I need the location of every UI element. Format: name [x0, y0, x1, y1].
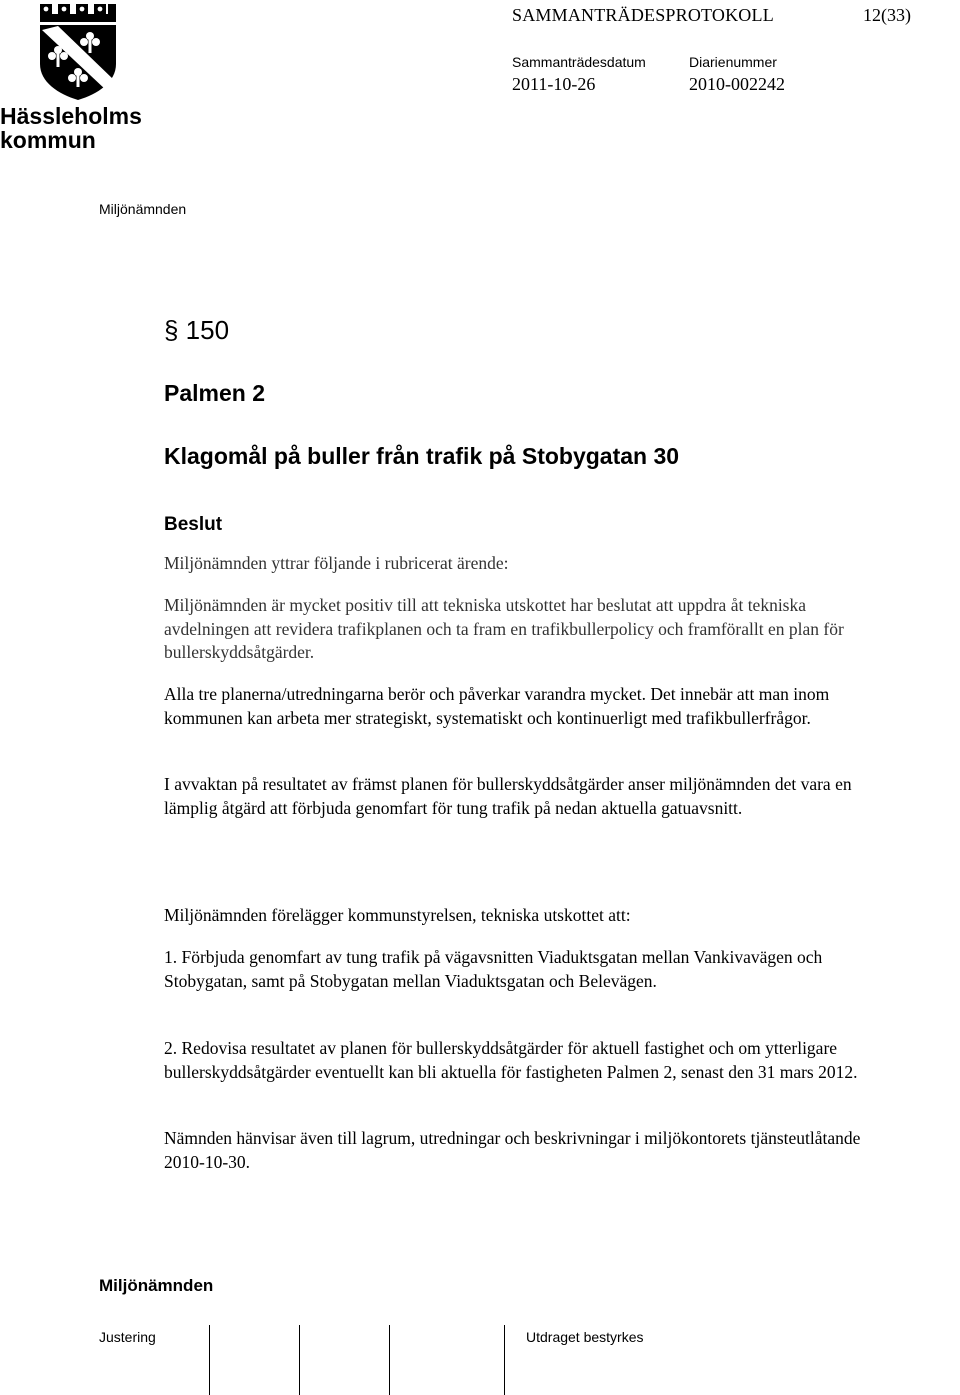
- committee-name: Miljönämnden: [99, 201, 187, 217]
- section-subtitle: Klagomål på buller från trafik på Stobygatan 30: [164, 443, 680, 469]
- page-number: 12(33): [863, 5, 911, 25]
- paragraph-positive: Miljönämnden är mycket positiv till att tekniska utskottet har beslutat att uppdra åt tekniska avdelningen att revidera trafikplanen och ta fram en trafikbullerpolicy och framförallt en plan för bullerskyddsåtgärder.: [164, 595, 844, 662]
- paragraph-intro: Miljönämnden yttrar följande i rubricerat ärende:: [164, 553, 509, 573]
- section-title: Palmen 2: [164, 380, 265, 406]
- meeting-date: 2011-10-26: [512, 74, 596, 94]
- signature-divider: [504, 1325, 505, 1395]
- signature-divider: [209, 1325, 210, 1395]
- list-item-1: 1. Förbjuda genomfart av tung trafik på vägavsnitten Viaduktsgatan mellan Vankivavägen och Stobygatan, samt på Stobygatan mellan Viaduktsgatan och Belevägen.: [164, 947, 823, 991]
- footer-committee: Miljönämnden: [99, 1276, 214, 1295]
- logo-text-line2: kommun: [0, 127, 96, 153]
- justering-label: Justering: [99, 1329, 156, 1345]
- utdrag-label: Utdraget bestyrkes: [526, 1329, 644, 1345]
- diary-number: 2010-002242: [689, 74, 785, 94]
- logo-text: [0, 104, 142, 152]
- paragraph-order: Miljönämnden förelägger kommunstyrelsen, tekniska utskottet att:: [164, 905, 631, 925]
- diary-number-label: Diarienummer: [689, 54, 777, 70]
- logo-text-line1: Hässleholms: [0, 103, 142, 129]
- signature-divider: [389, 1325, 390, 1395]
- section-number: § 150: [164, 315, 230, 345]
- municipality-coat-of-arms-icon: [28, 0, 128, 100]
- list-item-2: 2. Redovisa resultatet av planen för bullerskyddsåtgärder för aktuell fastighet och om ytterligare bullerskyddsåtgärder eventuellt kan bli aktuella för fastigheten Palmen 2, senast den 31 mars 2012.: [164, 1038, 858, 1082]
- paragraph-awaiting: I avvaktan på resultatet av främst planen för bullerskyddsåtgärder anser miljönämnden det vara en lämplig åtgärd att förbjuda genomfart för tung trafik på nedan aktuella gatuavsnitt.: [164, 774, 852, 818]
- paragraph-plans: Alla tre planerna/utredningarna berör och påverkar varandra mycket. Det innebär att man inom kommunen kan arbeta mer strategiskt, systematiskt och kontinuerligt med trafikbullerfrågor.: [164, 684, 830, 728]
- document-title: SAMMANTRÄDESPROTOKOLL: [512, 5, 774, 25]
- paragraph-reference: Nämnden hänvisar även till lagrum, utredningar och beskrivningar i miljökontorets tjänsteutlåtande 2010-10-30.: [164, 1128, 861, 1172]
- signature-divider: [299, 1325, 300, 1395]
- meeting-date-label: Sammanträdesdatum: [512, 54, 646, 70]
- decision-heading: Beslut: [164, 514, 223, 535]
